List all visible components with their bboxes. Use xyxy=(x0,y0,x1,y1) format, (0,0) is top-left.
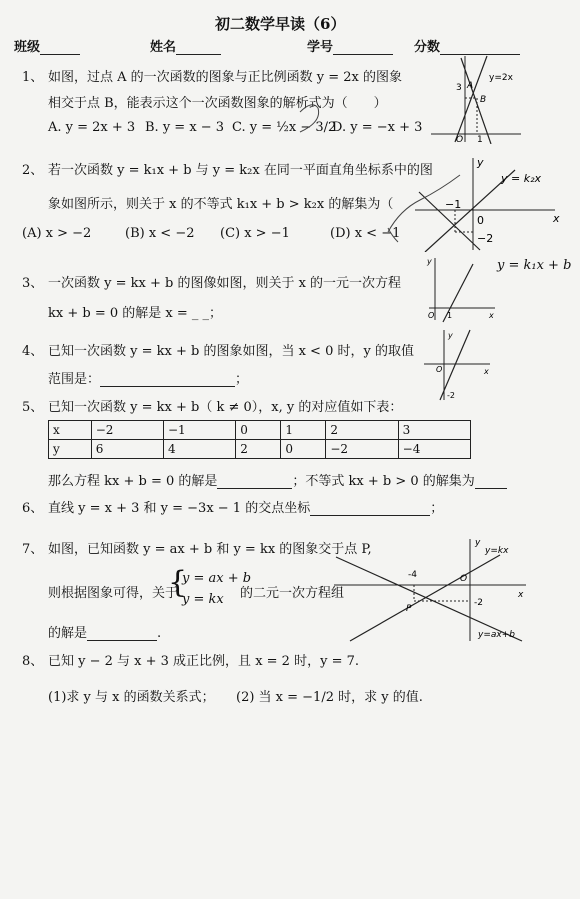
q1-option-b: B. y = x − 3 xyxy=(145,120,225,135)
q7-line2b: 的二元一次方程组 xyxy=(240,586,345,601)
q7-system-eq2: y = kx xyxy=(182,592,224,607)
id-label-text: 学号 xyxy=(307,40,334,55)
q5-number: 5、 xyxy=(22,400,44,415)
table-cell: 2 xyxy=(236,440,281,459)
q4-semicolon: ； xyxy=(235,372,249,387)
q4-answer-field[interactable] xyxy=(100,374,235,387)
q1-label-3: 3 xyxy=(456,83,462,93)
q7-label-axb: y=ax+b xyxy=(478,630,515,640)
q2-label-x: x xyxy=(553,212,560,225)
q4-label-m2: -2 xyxy=(447,391,455,400)
q3-label-x: x xyxy=(489,311,494,320)
q8-number: 8、 xyxy=(22,654,44,669)
q2-option-c: (C) x > −1 xyxy=(220,226,290,241)
table-cell: −1 xyxy=(164,421,236,440)
q3-label-o: O xyxy=(428,311,435,320)
q7-label-kx: y=kx xyxy=(485,546,509,556)
q3-line1: 一次函数 y = kx + b 的图像如图，则关于 x 的一元一次方程 xyxy=(48,276,402,291)
score-label-text: 分数 xyxy=(414,40,441,55)
q3-label-1: 1 xyxy=(447,311,453,320)
q2-line2: 象如图所示，则关于 x 的不等式 k₁x + b > k₂x 的解集为（ xyxy=(48,197,394,212)
page-title: 初二数学早读（6） xyxy=(215,15,346,33)
q1-line1: 如图，过点 A 的一次函数的图象与正比例函数 y = 2x 的图象 xyxy=(48,70,403,85)
q5-line2b: ；不等式 kx + b > 0 的解集为 xyxy=(292,474,475,489)
q7-label-m2: -2 xyxy=(474,598,483,608)
id-label xyxy=(307,36,393,55)
q1-label-b: B xyxy=(480,95,487,105)
q1-label-a: A xyxy=(467,81,474,91)
table-cell: 4 xyxy=(164,440,236,459)
q1-option-d: D. y = −x + 3 xyxy=(332,120,423,135)
q7-line3 xyxy=(48,622,161,641)
id-field[interactable] xyxy=(333,42,393,55)
q2-label-m2: −2 xyxy=(477,232,494,245)
q2-label-k1: y = k₁x + b xyxy=(497,258,572,273)
q8-part1: (1)求 y 与 x 的函数关系式； xyxy=(48,690,215,705)
q1-line2: 相交于点 B，能表示这个一次函数图象的解析式为（ ） xyxy=(48,96,387,111)
q7-figure xyxy=(330,535,530,645)
q1-option-c: C. y = ½x − 3/2 xyxy=(232,120,337,135)
q2-option-b: (B) x < −2 xyxy=(125,226,195,241)
class-field[interactable] xyxy=(40,42,80,55)
q2-number: 2、 xyxy=(22,163,44,178)
q7-label-o: O xyxy=(460,574,468,584)
table-cell: 3 xyxy=(398,421,470,440)
q7-period: . xyxy=(157,626,162,641)
table-cell: 6 xyxy=(91,440,163,459)
name-label-text: 姓名 xyxy=(150,40,177,55)
name-label xyxy=(150,36,221,55)
name-field[interactable] xyxy=(176,42,221,55)
q6-semicolon: ； xyxy=(430,501,444,516)
q4-label-o: O xyxy=(436,365,443,374)
q2-label-k2: y = k₂x xyxy=(501,172,542,185)
q7-system-eq1: y = ax + b xyxy=(182,571,252,586)
q2-label-0: 0 xyxy=(477,214,484,227)
q6-line1 xyxy=(48,497,443,516)
q8-part2: (2) 当 x = −1/2 时，求 y 的值. xyxy=(236,690,423,705)
q4-label-x: x xyxy=(484,367,489,376)
q1-figure xyxy=(425,52,525,144)
q2-label-m1: −1 xyxy=(445,198,462,211)
q7-line3-text: 的解是 xyxy=(48,626,88,641)
q2-line1: 若一次函数 y = k₁x + b 与 y = k₂x 在同一平面直角坐标系中的图 xyxy=(48,163,433,178)
table-row xyxy=(49,440,471,459)
q6-line1-text: 直线 y = x + 3 和 y = −3x − 1 的交点坐标 xyxy=(48,501,311,516)
q1-option-a: A. y = 2x + 3 xyxy=(48,120,136,135)
q8-line1: 已知 y − 2 与 x + 3 成正比例，且 x = 2 时，y = 7. xyxy=(48,654,359,669)
q2-option-d: (D) x < −1 xyxy=(330,226,401,241)
q7-line-axb xyxy=(336,557,522,641)
q7-brace: { xyxy=(168,565,188,600)
q5-answer-1[interactable] xyxy=(217,476,292,489)
q2-figure xyxy=(405,152,565,252)
q7-line2a: 则根据图象可得，关于 xyxy=(48,586,179,601)
q4-figure xyxy=(422,328,492,403)
q7-answer-field[interactable] xyxy=(87,628,157,641)
q2-label-y: y xyxy=(477,156,484,169)
q4-line1: 已知一次函数 y = kx + b 的图象如图，当 x < 0 时，y 的取值 xyxy=(48,344,414,359)
table-cell: y xyxy=(49,440,92,459)
q4-line2-text: 范围是： xyxy=(48,372,101,387)
q3-number: 3、 xyxy=(22,276,44,291)
q6-number: 6、 xyxy=(22,501,44,516)
q1-label-1: 1 xyxy=(477,135,483,144)
q4-number: 4、 xyxy=(22,344,44,359)
q7-number: 7、 xyxy=(22,542,44,557)
table-cell: 1 xyxy=(281,421,326,440)
table-cell: 0 xyxy=(236,421,281,440)
class-label-text: 班级 xyxy=(14,40,41,55)
class-label xyxy=(14,36,80,55)
q3-label-y: y xyxy=(427,257,432,266)
q7-label-m4: -4 xyxy=(408,570,417,580)
q5-line2 xyxy=(48,470,507,489)
table-cell: x xyxy=(49,421,92,440)
table-cell: −4 xyxy=(398,440,470,459)
q1-number: 1、 xyxy=(22,70,44,85)
table-cell: −2 xyxy=(91,421,163,440)
q6-answer-field[interactable] xyxy=(310,503,430,516)
q7-label-x: x xyxy=(518,590,524,600)
q3-line2: kx + b = 0 的解是 x = _ _； xyxy=(48,306,223,321)
q7-label-y: y xyxy=(475,538,481,548)
table-cell: 0 xyxy=(281,440,326,459)
q3-figure xyxy=(425,252,500,324)
q7-line1: 如图，已知函数 y = ax + b 和 y = kx 的图象交于点 P, xyxy=(48,542,372,557)
q5-value-table xyxy=(48,420,471,459)
q2-option-a: (A) x > −2 xyxy=(22,226,92,241)
q1-label-y2x: y=2x xyxy=(489,73,513,83)
table-row xyxy=(49,421,471,440)
q5-answer-2[interactable] xyxy=(475,476,507,489)
q5-line1: 已知一次函数 y = kx + b（ k ≠ 0），x, y 的对应值如下表： xyxy=(48,400,403,415)
q4-line2 xyxy=(48,368,248,387)
table-cell: −2 xyxy=(326,440,398,459)
table-cell: 2 xyxy=(326,421,398,440)
q5-line2a: 那么方程 kx + b = 0 的解是 xyxy=(48,474,218,489)
q1-label-o: O xyxy=(456,135,464,144)
q7-label-p: P xyxy=(406,604,412,614)
q4-label-y: y xyxy=(448,331,453,340)
